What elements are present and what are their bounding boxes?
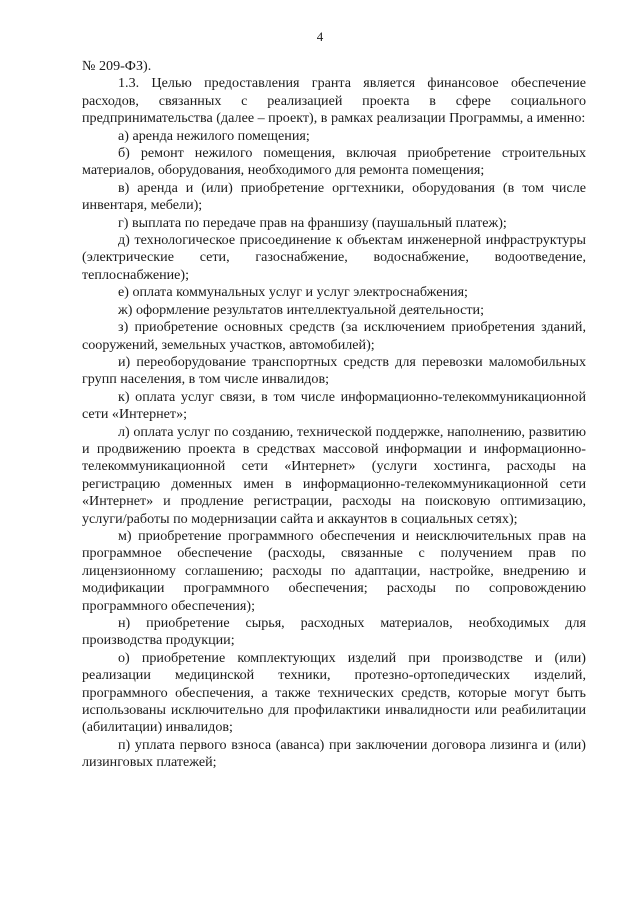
paragraph-1-3: 1.3. Целью предоставления гранта является финансовое обеспечение расходов, связанных с реализацией проекта в сфере социального предпринимательства (далее – проект), в рамках реализации Программы, а именно: [82, 75, 586, 127]
list-item-v: в) аренда и (или) приобретение оргтехники, оборудования (в том числе инвентаря, мебели); [82, 179, 586, 214]
list-item-n: н) приобретение сырья, расходных материалов, необходимых для производства продукции; [82, 615, 586, 649]
list-item-l: л) оплата услуг по созданию, технической поддержке, наполнению, развитию и продвижению проекта в средствах массовой информации и информационно-телекоммуникационной сети «Интернет» (услуги хостинга, расходы на регистрацию доменных имен в информационно-телекоммуникационной сети «Интернет» и продление регистрации, расходы на поисковую оптимизацию, услуги/работы по модернизации сайта и аккаунтов в социальных сетях); [82, 423, 586, 527]
list-item-e: е) оплата коммунальных услуг и услуг электроснабжения; [118, 284, 468, 301]
list-item-z: з) приобретение основных средств (за исключением приобретения зданий, сооружений, земельных участков, автомобилей); [82, 319, 586, 353]
list-item-p: п) уплата первого взноса (аванса) при заключении договора лизинга и (или) лизинговых платежей; [82, 736, 586, 771]
list-item-d: д) технологическое присоединение к объектам инженерной инфраструктуры (электрические сети, газоснабжение, водоснабжение, водоотведение, теплоснабжение); [82, 232, 586, 283]
list-item-m: м) приобретение программного обеспечения и неисключительных прав на программное обеспечение (расходы, связанные с получением прав по лицензионному соглашению; расходы по адаптации, настройке, внедрению и модификации программного обеспечения; расходы по сопровождению программного обеспечения); [82, 527, 586, 614]
list-item-b: б) ремонт нежилого помещения, включая приобретение строительных материалов, оборудования, необходимого для ремонта помещения; [82, 145, 586, 179]
list-item-g: г) выплата по передаче прав на франшизу (паушальный платеж); [118, 214, 507, 231]
list-item-a: а) аренда нежилого помещения; [118, 127, 310, 144]
page-number: 4 [316, 29, 324, 44]
list-item-k: к) оплата услуг связи, в том числе информационно-телекоммуникационной сети «Интернет»; [82, 388, 586, 423]
list-item-zh: ж) оформление результатов интеллектуальной деятельности; [118, 301, 485, 318]
document-body [82, 58, 586, 772]
paragraph-law-reference: № 209-ФЗ). [82, 58, 152, 74]
list-item-i: и) переоборудование транспортных средств для перевозки маломобильных групп населения, в том числе инвалидов; [82, 353, 586, 388]
list-item-o: о) приобретение комплектующих изделий при производстве и (или) реализации медицинской техники, протезно-ортопедических изделий, программного обеспечения, а также технических средств, которые могут быть использованы исключительно для профилактики инвалидности или реабилитации (абилитации) инвалидов; [82, 649, 586, 736]
